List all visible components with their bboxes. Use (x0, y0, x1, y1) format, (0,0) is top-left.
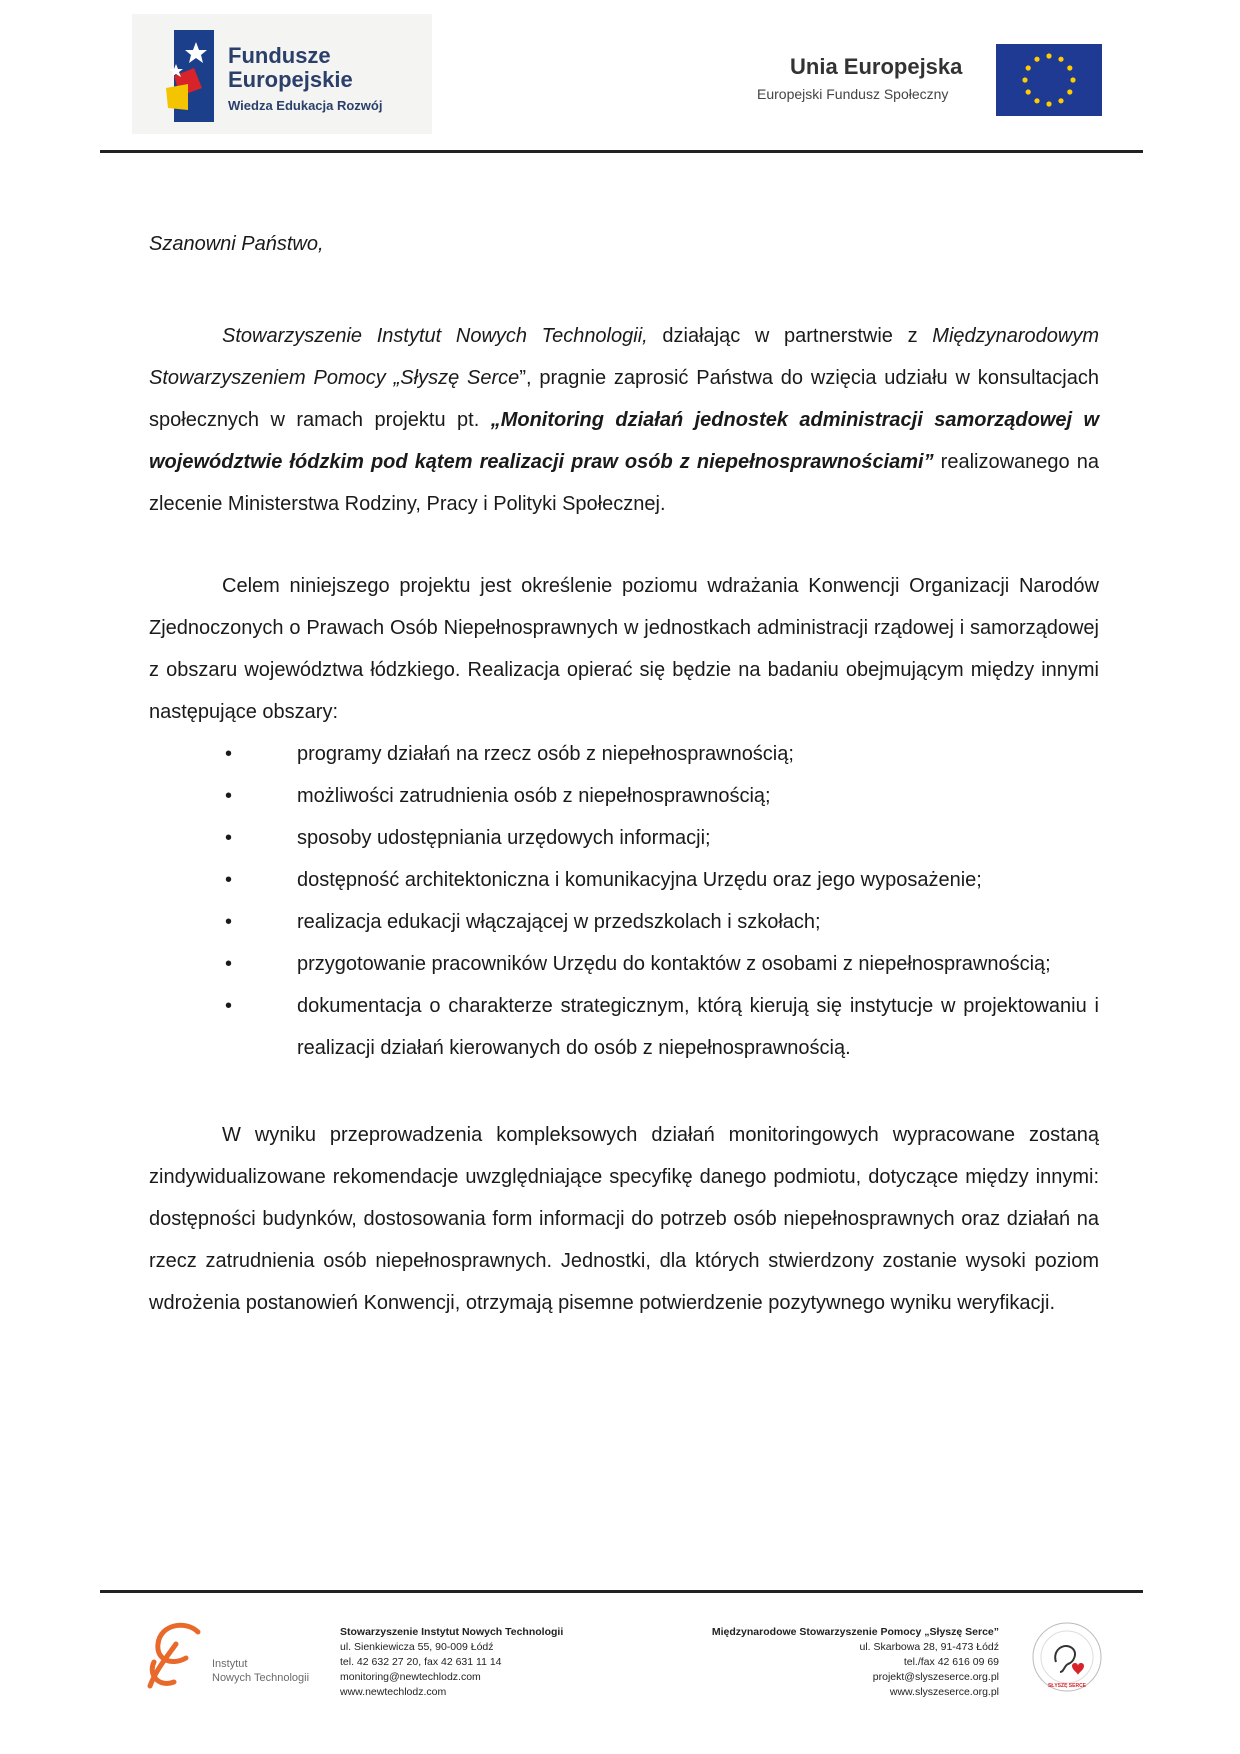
eu-star-icon (1067, 89, 1072, 94)
int-logo-line1: Instytut (212, 1658, 248, 1670)
int-logo-icon (146, 1618, 206, 1692)
org2-name: Międzynarodowym Stowarzyszeniem Pomocy „Słyszę Serce (149, 325, 1100, 389)
bullet-icon: • (225, 953, 233, 975)
areas-list-item-text: możliwości zatrudnienia osób z niepełnosprawnością; (297, 785, 771, 807)
areas-list-item (149, 859, 1099, 901)
eu-star-icon (1070, 77, 1075, 82)
fundusze-europejskie-logo (132, 14, 432, 134)
footer-divider (100, 1590, 1143, 1593)
areas-list-item-text: sposoby udostępniania urzędowych informacji; (297, 827, 711, 849)
eu-star-icon (1067, 65, 1072, 70)
greeting: Szanowni Państwo, (149, 233, 324, 255)
fe-logo-line2: Europejskie (228, 67, 353, 92)
footer-right-name: Międzynarodowe Stowarzyszenie Pomocy „Słyszę Serce” (711, 1626, 999, 1638)
eu-star-icon (1034, 57, 1039, 62)
org1-name: Stowarzyszenie Instytut Nowych Technologii, (222, 325, 648, 347)
eu-star-icon (1026, 89, 1031, 94)
bullet-icon: • (225, 785, 233, 807)
footer-left-name: Stowarzyszenie Instytut Nowych Technologii (340, 1626, 564, 1638)
ue-logo-subtitle: Europejski Fundusz Społeczny (757, 86, 949, 102)
intro-text-3: realizowanego na zlecenie Ministerstwa Rodziny, Pracy i Polityki Społecznej. (149, 451, 1099, 515)
areas-list-item-text: przygotowanie pracowników Urzędu do kontaktów z osobami z niepełnosprawnością; (297, 953, 1051, 975)
areas-list-item (149, 817, 1099, 859)
areas-list-item-text: programy działań na rzecz osób z niepełnosprawnością; (297, 743, 794, 765)
fe-logo-line3: Wiedza Edukacja Rozwój (228, 98, 383, 113)
bullet-icon: • (225, 869, 233, 891)
areas-list-item (149, 985, 1099, 1069)
bullet-icon: • (225, 743, 233, 765)
int-logo-line2: Nowych Technologii (212, 1672, 310, 1684)
areas-list (149, 733, 1099, 1069)
areas-list-item-text: dokumentacja o charakterze strategicznym, którą kierują się instytucje w projektowaniu i realizacji działań kierowanych do osób z niepełnosprawnością. (297, 995, 1099, 1059)
bullet-icon: • (225, 995, 233, 1017)
eu-star-icon (1058, 57, 1063, 62)
areas-list-item (149, 775, 1099, 817)
areas-list-item (149, 901, 1099, 943)
footer-right-phone: tel./fax 42 616 09 69 (903, 1656, 999, 1668)
areas-list-item-text: realizacja edukacji włączającej w przedszkolach i szkołach; (297, 911, 821, 933)
fe-logo-line1: Fundusze (228, 43, 331, 68)
footer-left-contact (340, 1625, 563, 1700)
paragraph-results: W wyniku przeprowadzenia kompleksowych działań monitoringowych wypracowane zostaną zindywidualizowane rekomendacje uwzględniające specyfikę danego podmiotu, dotyczące między innymi: dostępności budynków, dostosowania form informacji do potrzeb osób niepełnosprawnych oraz działań na rzecz zatrudnienia osób niepełnosprawnych. Jednostki, dla których stwierdzony zostanie wysoki poziom wdrożenia postanowień Konwencji, otrzymają pisemne potwierdzenie pozytywnego wyniku weryfikacji. (149, 1124, 1099, 1314)
footer-right-contact (712, 1625, 999, 1700)
eu-star-icon (1026, 65, 1031, 70)
intro-text-1: działając w partnerstwie z (647, 325, 933, 347)
areas-list-item-text: dostępność architektoniczna i komunikacyjna Urzędu oraz jego wyposażenie; (297, 869, 982, 891)
project-title: „Monitoring działań jednostek administracji samorządowej w województwie łódzkim pod kątem realizacji praw osób z niepełnosprawnościami” (149, 409, 1099, 473)
fe-emblem-icon (158, 30, 214, 122)
eu-star-icon (1034, 98, 1039, 103)
intro-text-2: ”, pragnie zaprosić Państwa do wzięcia udziału w konsultacjach społecznych w ramach projektu pt. (149, 367, 1099, 431)
areas-list-item (149, 943, 1099, 985)
footer-left-phone: tel. 42 632 27 20, fax 42 631 11 14 (340, 1656, 502, 1668)
areas-list-item (149, 733, 1099, 775)
slysze-serce-logo-text: SŁYSZĘ SERCE (1047, 1683, 1087, 1689)
eu-flag-icon (996, 44, 1102, 116)
ue-logo-title: Unia Europejska (790, 54, 963, 79)
footer-right-www: www.slyszeserce.org.pl (889, 1686, 999, 1698)
bullet-icon: • (225, 911, 233, 933)
footer-left-address: ul. Sienkiewicza 55, 90-009 Łódź (340, 1641, 494, 1653)
footer-right-email: projekt@slyszeserce.org.pl (872, 1671, 999, 1683)
footer-left-email: monitoring@newtechlodz.com (340, 1671, 481, 1683)
paragraph-intro (149, 315, 1099, 525)
bullet-icon: • (225, 827, 233, 849)
header-divider (100, 150, 1143, 153)
footer-left-www: www.newtechlodz.com (340, 1686, 447, 1698)
eu-star-icon (1058, 98, 1063, 103)
paragraph-goal: Celem niniejszego projektu jest określenie poziomu wdrażania Konwencji Organizacji Narodów Zjednoczonych o Prawach Osób Niepełnosprawnych w jednostkach administracji rządowej i samorządowej z obszaru województwa łódzkiego. Realizacja opierać się będzie na badaniu obejmującym między innymi następujące obszary: (149, 575, 1099, 723)
footer-right-address: ul. Skarbowa 28, 91-473 Łódź (859, 1641, 999, 1653)
eu-star-icon (1046, 101, 1051, 106)
eu-star-icon (1046, 53, 1051, 58)
int-logo-text (212, 1657, 309, 1685)
eu-star-icon (1022, 77, 1027, 82)
